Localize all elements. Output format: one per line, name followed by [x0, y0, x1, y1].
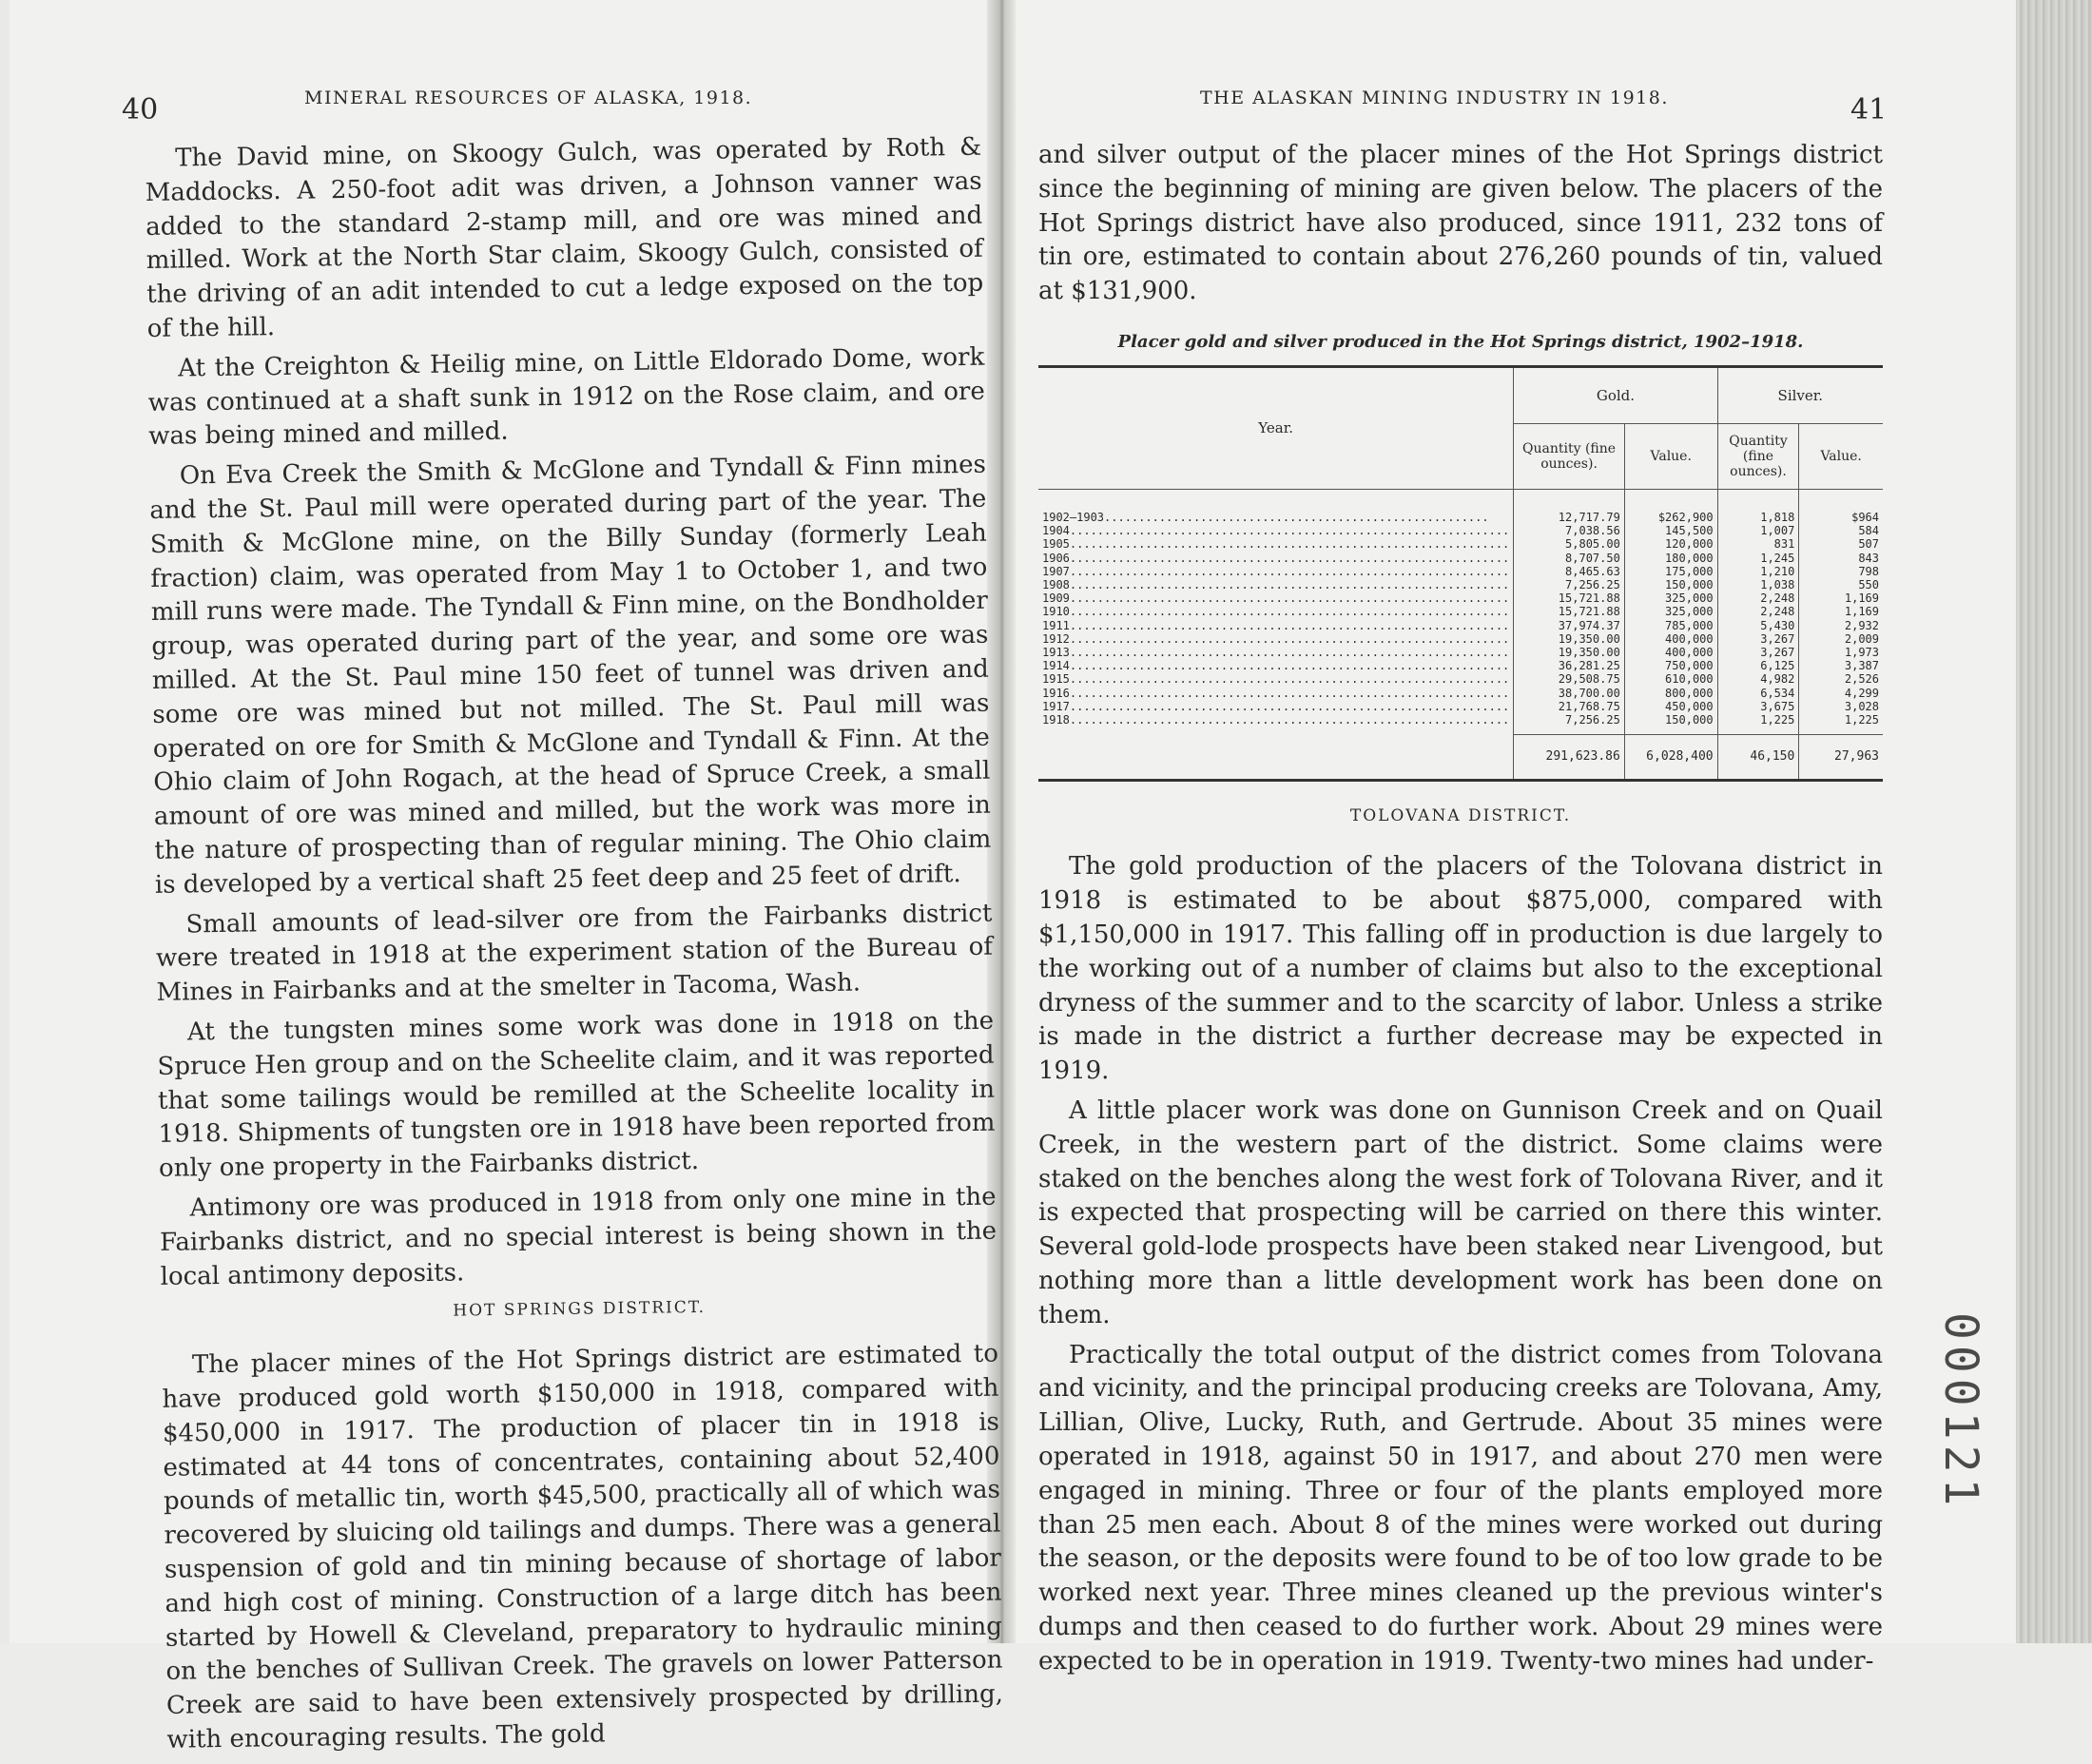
silver-quantity-cell: 831: [1717, 537, 1799, 551]
leader-dots: ................................................................: [1069, 699, 1510, 713]
table-row: [1038, 537, 1883, 551]
silver-value-cell: 507: [1858, 537, 1879, 552]
table-row: [1038, 659, 1883, 672]
silver-value-cell: 1,973: [1844, 646, 1879, 660]
table-row: [1038, 605, 1883, 618]
gold-value-cell: 145,500: [1624, 524, 1717, 537]
year-cell: [1038, 552, 1514, 565]
table-row: [1038, 687, 1883, 700]
gold-quantity-cell: 7,256.25: [1514, 578, 1625, 591]
year-label: 1909: [1042, 591, 1070, 606]
gold-value-cell: 400,000: [1624, 632, 1717, 646]
paragraph: The placer mines of the Hot Springs district are estimated to have produced gold worth $150,000 in 1918, compared with $450,000 in 1917. The production of placer tin in 1918 is estimated at 44 tons of concentrates, containing about 52,400 pounds of metallic tin, worth $45,500, practically all of which was recovered by sluicing old tailings and dumps. There was a general suspension of gold and tin mining because of shortage of labor and high cost of mining. Construction of a large ditch has been started by Howell & Cleveland, preparatory to hydraulic mining on the benches of Sullivan Creek. The gravels on lower Patterson Creek are said to have been extensively prospected by drilling, with encouraging results. The gold: [162, 1339, 1004, 1754]
gold-value-header: Value.: [1624, 423, 1717, 489]
year-label: 1906: [1042, 551, 1070, 565]
year-cell: [1038, 713, 1514, 735]
leader-dots: ................................................................: [1069, 537, 1510, 552]
gold-quantity-cell: 8,707.50: [1514, 552, 1625, 565]
leader-dots: ................................................................: [1069, 672, 1510, 687]
section-heading-hot-springs: HOT SPRINGS DISTRICT.: [453, 1298, 707, 1321]
total-gold-quantity: 291,623.86: [1514, 735, 1625, 781]
table-row: [1038, 552, 1883, 565]
silver-quantity-cell: 6,125: [1717, 659, 1799, 672]
table-row: [1038, 632, 1883, 646]
gold-value-cell: 400,000: [1624, 646, 1717, 659]
gold-quantity-cell: 7,256.25: [1514, 713, 1625, 735]
page-edges: [2016, 0, 2092, 1643]
paragraph: On Eva Creek the Smith & McGlone and Tyndall & Finn mines and the St. Paul mill were operated during part of the year. The Smith & McGlone mine, on the Billy Sunday (formerly Leah fraction) claim, was operated from May 1 to October 1, and two mill runs were made. The Tyndall & Finn mine, on the Bondholder group, was operated during part of the year, and some ore was milled. At the St. Paul mine 150 feet of tunnel was driven and some ore was mined but not milled. The St. Paul mill was operated on ore for Smith & McGlone and Tyndall & Finn. At the Ohio claim of John Rogach, at the head of Spruce Creek, a small amount of ore was mined and milled, but the work was more in the nature of prospecting than of regular mining. The Ohio claim is developed by a vertical shaft 25 feet deep and 25 feet of drift.: [149, 450, 992, 900]
year-cell: [1038, 489, 1514, 524]
year-label: 1902–1903: [1042, 510, 1105, 524]
year-label: 1913: [1042, 646, 1070, 660]
left-running-head: MINERAL RESOURCES OF ALASKA, 1918.: [304, 87, 753, 108]
gold-quantity-cell: 15,721.88: [1514, 591, 1625, 605]
gold-quantity-cell: 21,768.75: [1514, 700, 1625, 713]
year-label: 1915: [1042, 672, 1070, 687]
total-silver-quantity: 46,150: [1717, 735, 1799, 781]
table-row: [1038, 672, 1883, 686]
total-silver-value: 27,963: [1799, 735, 1883, 781]
silver-quantity-cell: 1,225: [1717, 713, 1799, 735]
year-cell: [1038, 672, 1514, 686]
year-label: 1905: [1042, 537, 1070, 552]
right-text-column: [1038, 139, 1883, 1685]
year-cell: [1038, 605, 1514, 618]
paragraph: Practically the total output of the district comes from Tolovana and vicinity, and the principal producing creeks are Tolovana, Amy, Lillian, Olive, Lucky, Ruth, and Gertrude. About 35 mines were operated in 1918, against 50 in 1917, and about 270 men were engaged in mining. Three or four of the plants employed more than 25 men each. About 8 of the mines were worked out during the season, or the deposits were found to be of too low grade to be worked next year. Three mines cleaned up the previous winter's dumps and then ceased to do further work. About 29 mines were expected to be in operation in 1919. Twenty-two mines had under-: [1038, 1340, 1883, 1676]
silver-quantity-cell: 5,430: [1717, 619, 1799, 632]
silver-quantity-cell: 3,675: [1717, 700, 1799, 713]
silver-value-cell: 550: [1858, 578, 1879, 591]
gold-value-cell: 120,000: [1624, 537, 1717, 551]
gold-value-cell: 325,000: [1624, 591, 1717, 605]
year-cell: [1038, 591, 1514, 605]
silver-value-cell: $964: [1799, 489, 1883, 524]
table-row: [1038, 489, 1883, 524]
gold-value-cell: 750,000: [1624, 659, 1717, 672]
year-label: 1914: [1042, 659, 1070, 673]
silver-value-cell: 1,225: [1844, 713, 1879, 727]
archive-stamp-number: 000121: [1934, 1312, 1987, 1512]
gold-value-cell: $262,900: [1624, 489, 1717, 524]
silver-value-cell: 2,009: [1844, 631, 1879, 646]
year-label: 1916: [1042, 686, 1070, 700]
silver-value-cell: 1,169: [1844, 605, 1879, 619]
silver-quantity-cell: 3,267: [1717, 632, 1799, 646]
year-column-header: Year.: [1038, 366, 1514, 489]
gold-quantity-cell: 36,281.25: [1514, 659, 1625, 672]
silver-value-cell: 1,169: [1844, 591, 1879, 606]
silver-quantity-cell: 3,267: [1717, 646, 1799, 659]
paragraph: The gold production of the placers of the Tolovana district in 1918 is estimated to be about $875,000, compared with $1,150,000 in 1917. This falling off in production is due largely to the working out of a number of claims but also to the exceptional dryness of the summer and to the scarcity of labor. Unless a strike is made in the district a further decrease may be expected in 1919.: [1038, 852, 1883, 1086]
gold-value-cell: 150,000: [1624, 713, 1717, 735]
gold-value-cell: 175,000: [1624, 565, 1717, 578]
paragraph: Antimony ore was produced in 1918 from only one mine in the Fairbanks district, and no special interest is being shown in the local antimony deposits.: [159, 1182, 998, 1291]
gold-quantity-cell: 7,038.56: [1514, 524, 1625, 537]
silver-value-cell: 584: [1858, 524, 1879, 538]
leader-dots: ................................................................: [1069, 631, 1510, 646]
silver-quantity-cell: 1,007: [1717, 524, 1799, 537]
silver-value-header: Value.: [1799, 423, 1883, 489]
silver-value-cell: 843: [1858, 551, 1879, 565]
table-row: [1038, 713, 1883, 735]
gold-quantity-cell: 15,721.88: [1514, 605, 1625, 618]
paragraph: and silver output of the placer mines of the Hot Springs district since the beginning of mining are given below. The placers of the Hot Springs district have also produced, since 1911, 232 tons of tin ore, estimated to contain about 276,260 pounds of tin, valued at $131,900.: [1038, 141, 1883, 306]
year-cell: [1038, 700, 1514, 713]
table-row: [1038, 700, 1883, 713]
gold-value-cell: 610,000: [1624, 672, 1717, 686]
leader-dots: ........................................................: [1104, 510, 1489, 524]
silver-value-cell: 798: [1858, 564, 1879, 578]
paragraph: At the Creighton & Heilig mine, on Little Eldorado Dome, work was continued at a shaft sunk in 1912 on the Rose claim, and ore was being mined and milled.: [147, 342, 985, 452]
silver-value-cell: 3,028: [1844, 699, 1879, 713]
silver-quantity-cell: 6,534: [1717, 687, 1799, 700]
silver-quantity-cell: 2,248: [1717, 591, 1799, 605]
year-cell: [1038, 578, 1514, 591]
table-row: [1038, 646, 1883, 659]
gold-value-cell: 180,000: [1624, 552, 1717, 565]
table-row: [1038, 591, 1883, 605]
paragraph: At the tungsten mines some work was done in 1918 on the Spruce Hen group and on the Scheelite claim, and it was reported that some tailings would be remilled at the Scheelite locality in 1918. Shipments of tungsten ore in 1918 have been reported from only one property in the Fairbanks district.: [157, 1006, 996, 1184]
silver-value-cell: 4,299: [1844, 686, 1879, 700]
silver-value-cell: 3,387: [1844, 659, 1879, 673]
leader-dots: ................................................................: [1069, 605, 1510, 619]
gold-value-cell: 450,000: [1624, 700, 1717, 713]
gold-value-cell: 150,000: [1624, 578, 1717, 591]
gold-quantity-cell: 38,700.00: [1514, 687, 1625, 700]
right-page-number: 41: [1850, 93, 1888, 126]
gold-quantity-cell: 29,508.75: [1514, 672, 1625, 686]
silver-quantity-header: Quantity (fine ounces).: [1717, 423, 1799, 489]
paragraph: Small amounts of lead-silver ore from the Fairbanks district were treated in 1918 at the experiment station of the Bureau of Mines in Fairbanks and at the smelter in Tacoma, Wash.: [155, 899, 994, 1008]
gold-quantity-header: Quantity (fine ounces).: [1514, 423, 1625, 489]
year-label: 1907: [1042, 564, 1070, 578]
year-label: 1911: [1042, 618, 1070, 632]
gold-quantity-cell: 19,350.00: [1514, 632, 1625, 646]
year-cell: [1038, 687, 1514, 700]
silver-quantity-cell: 1,038: [1717, 578, 1799, 591]
year-cell: [1038, 619, 1514, 632]
left-text-column: [145, 131, 1004, 1764]
year-label: 1904: [1042, 524, 1070, 538]
leader-dots: ................................................................: [1069, 686, 1510, 700]
leader-dots: ................................................................: [1069, 646, 1510, 660]
paragraph: A little placer work was done on Gunnison Creek and on Quail Creek, in the western part of the district. Some claims were staked on the benches along the west fork of Tolovana River, and it is expected that prospecting will be carried on there this winter. Several gold-lode prospects have been staked near Livengood, but nothing more than a little development work has been done on them.: [1038, 1096, 1883, 1329]
leader-dots: ................................................................: [1069, 713, 1510, 727]
gold-quantity-cell: 37,974.37: [1514, 619, 1625, 632]
table-body: [1038, 489, 1883, 734]
silver-group-header: Silver.: [1717, 366, 1883, 423]
gold-quantity-cell: 19,350.00: [1514, 646, 1625, 659]
year-label: 1918: [1042, 713, 1070, 727]
totals-spacer: [1038, 735, 1514, 781]
year-cell: [1038, 565, 1514, 578]
leader-dots: ................................................................: [1069, 591, 1510, 606]
leader-dots: ................................................................: [1069, 578, 1510, 591]
year-label: 1917: [1042, 699, 1070, 713]
gold-value-cell: 785,000: [1624, 619, 1717, 632]
silver-value-cell: 2,526: [1844, 672, 1879, 687]
year-label: 1908: [1042, 578, 1070, 591]
placer-production-table: [1038, 365, 1883, 782]
year-cell: [1038, 632, 1514, 646]
right-running-head: THE ALASKAN MINING INDUSTRY IN 1918.: [1200, 87, 1669, 108]
silver-value-cell: 2,932: [1844, 618, 1879, 632]
leader-dots: ................................................................: [1069, 659, 1510, 673]
silver-quantity-cell: 1,818: [1717, 489, 1799, 524]
year-cell: [1038, 646, 1514, 659]
gold-quantity-cell: 8,465.63: [1514, 565, 1625, 578]
year-cell: [1038, 524, 1514, 537]
totals-row: [1038, 735, 1883, 781]
total-gold-value: 6,028,400: [1624, 735, 1717, 781]
leader-dots: ................................................................: [1069, 618, 1510, 632]
silver-quantity-cell: 2,248: [1717, 605, 1799, 618]
gold-quantity-cell: 5,805.00: [1514, 537, 1625, 551]
year-label: 1910: [1042, 605, 1070, 619]
section-heading-tolovana: TOLOVANA DISTRICT.: [1349, 806, 1572, 826]
year-label: 1912: [1042, 631, 1070, 646]
silver-quantity-cell: 1,210: [1717, 565, 1799, 578]
silver-quantity-cell: 1,245: [1717, 552, 1799, 565]
table-caption: Placer gold and silver produced in the Hot Springs district, 1902–1918.: [1117, 331, 1804, 352]
table-row: [1038, 578, 1883, 591]
table-row: [1038, 565, 1883, 578]
left-page-number: 40: [122, 93, 159, 126]
year-cell: [1038, 659, 1514, 672]
gold-value-cell: 800,000: [1624, 687, 1717, 700]
leader-dots: ................................................................: [1069, 551, 1510, 565]
leader-dots: ................................................................: [1069, 524, 1510, 538]
table-row: [1038, 524, 1883, 537]
leader-dots: ................................................................: [1069, 564, 1510, 578]
paragraph: The David mine, on Skoogy Gulch, was operated by Roth & Maddocks. A 250-foot adit was driven, a Johnson vanner was added to the standard 2-stamp mill, and ore was mined and milled. Work at the North Star claim, Skoogy Gulch, consisted of the driving of an adit intended to cut a ledge exposed on the top of the hill.: [145, 132, 984, 343]
silver-quantity-cell: 4,982: [1717, 672, 1799, 686]
gold-group-header: Gold.: [1514, 366, 1717, 423]
year-cell: [1038, 537, 1514, 551]
gold-value-cell: 325,000: [1624, 605, 1717, 618]
gold-quantity-cell: 12,717.79: [1514, 489, 1625, 524]
table-row: [1038, 619, 1883, 632]
